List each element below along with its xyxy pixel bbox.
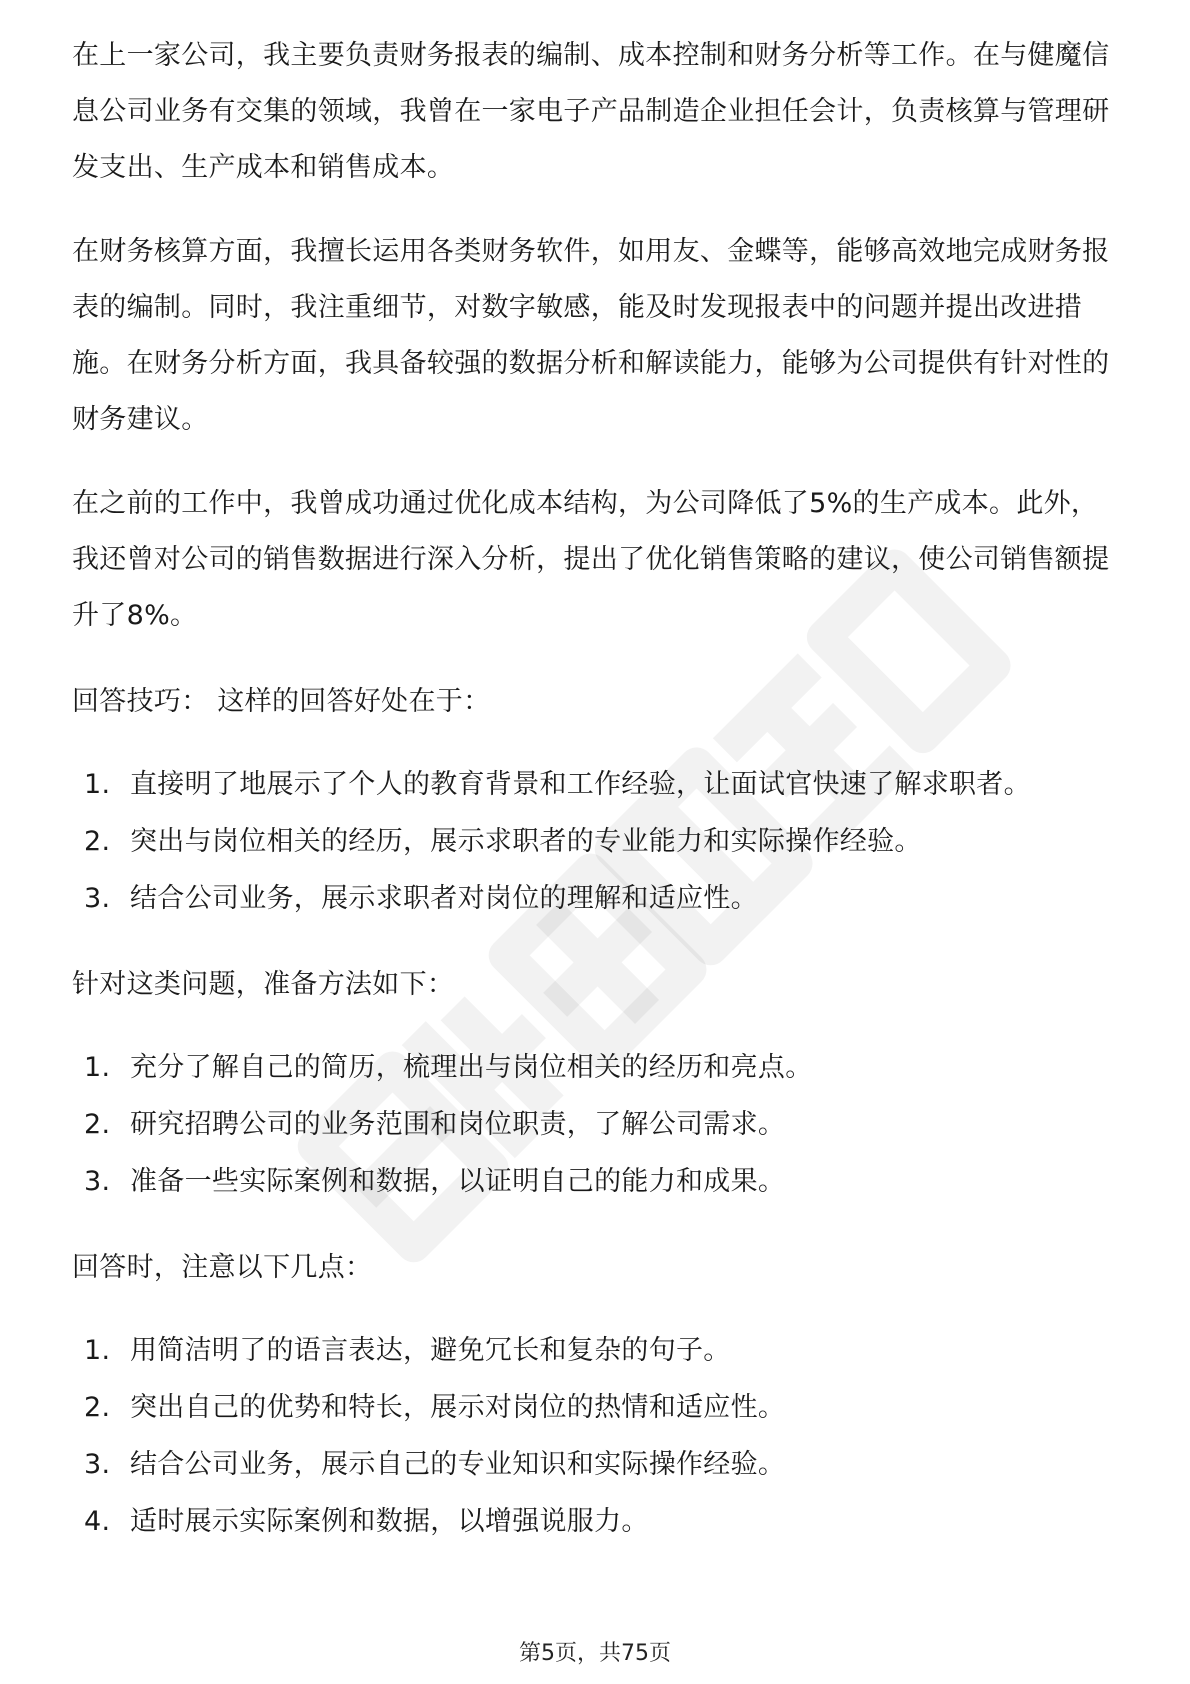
list-item-text: 准备一些实际案例和数据，以证明自己的能力和成果。 xyxy=(130,1166,786,1197)
list-item-text: 结合公司业务，展示求职者对岗位的理解和适应性。 xyxy=(130,883,758,914)
list-item xyxy=(72,813,1112,870)
cut-off-text-line xyxy=(72,0,1112,28)
paragraph-skills: 在财务核算方面，我擅长运用各类财务软件，如用友、金蝶等，能够高效地完成财务报表的编制。同时，我注重细节，对数字敏感，能及时发现报表中的问题并提出改进措施。在财务分析方面，我具备较强的数据分析和解读能力，能够为公司提供有针对性的财务建议。 xyxy=(72,236,1110,435)
list-item-text: 充分了解自己的简历，梳理出与岗位相关的经历和亮点。 xyxy=(130,1052,813,1083)
list-item xyxy=(72,1436,1112,1493)
list-item-number: 3. xyxy=(84,883,111,914)
list-item-number: 1. xyxy=(84,1335,111,1366)
document-body xyxy=(72,0,1112,1550)
section-heading-answer-notes: 回答时，注意以下几点： xyxy=(72,1252,373,1283)
list-item xyxy=(72,1493,1112,1550)
paragraph-achievements: 在之前的工作中，我曾成功通过优化成本结构，为公司降低了5%的生产成本。此外，我还曾对公司的销售数据进行深入分析，提出了优化销售策略的建议，使公司销售额提升了8%。 xyxy=(72,488,1110,631)
list-item-text: 结合公司业务，展示自己的专业知识和实际操作经验。 xyxy=(130,1449,786,1480)
list-item-number: 2. xyxy=(84,826,111,857)
section-heading-answer-tips: 回答技巧： 这样的回答好处在于： xyxy=(72,686,491,717)
list-item-number: 3. xyxy=(84,1166,111,1197)
list-item-text: 直接明了地展示了个人的教育背景和工作经验，让面试官快速了解求职者。 xyxy=(130,769,1031,800)
list-item-text: 突出自己的优势和特长，展示对岗位的热情和适应性。 xyxy=(130,1392,786,1423)
list-item xyxy=(72,1096,1112,1153)
list-item-number: 1. xyxy=(84,1052,111,1083)
list-item-number: 3. xyxy=(84,1449,111,1480)
paragraph-experience: 在上一家公司，我主要负责财务报表的编制、成本控制和财务分析等工作。在与健魔信息公司业务有交集的领域，我曾在一家电子产品制造企业担任会计，负责核算与管理研发支出、生产成本和销售成本。 xyxy=(72,40,1110,183)
list-item xyxy=(72,1153,1112,1210)
list-item-text: 研究招聘公司的业务范围和岗位职责，了解公司需求。 xyxy=(130,1109,786,1140)
list-item-number: 2. xyxy=(84,1392,111,1423)
list-item-text: 突出与岗位相关的经历，展示求职者的专业能力和实际操作经验。 xyxy=(130,826,922,857)
list-item xyxy=(72,1379,1112,1436)
list-item xyxy=(72,870,1112,927)
answer-tips-list xyxy=(72,756,1112,927)
list-item xyxy=(72,756,1112,813)
list-item-number: 1. xyxy=(84,769,111,800)
list-item-number: 2. xyxy=(84,1109,111,1140)
page-number-footer: 第5页，共75页 xyxy=(519,1641,671,1666)
answer-notes-list xyxy=(72,1322,1112,1550)
list-item xyxy=(72,1322,1112,1379)
preparation-list xyxy=(72,1039,1112,1210)
list-item-number: 4. xyxy=(84,1506,111,1537)
list-item xyxy=(72,1039,1112,1096)
list-item-text: 适时展示实际案例和数据，以增强说服力。 xyxy=(130,1506,649,1537)
list-item-text: 用简洁明了的语言表达，避免冗长和复杂的句子。 xyxy=(130,1335,731,1366)
section-heading-preparation: 针对这类问题，准备方法如下： xyxy=(72,969,455,1000)
